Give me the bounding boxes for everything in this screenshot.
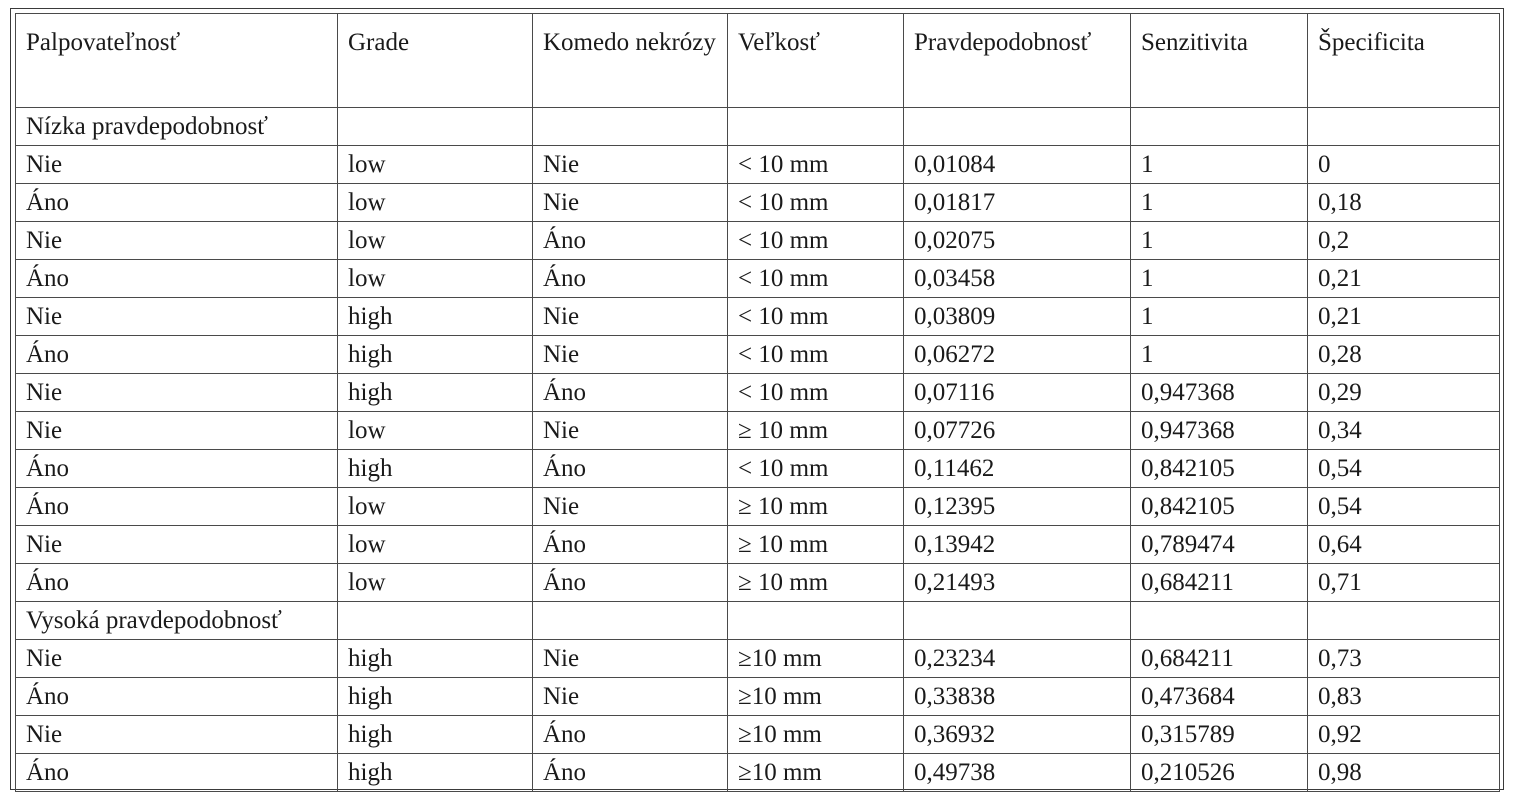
table-row (16, 184, 1500, 222)
cell-velkost: ≥ 10 mm (728, 412, 904, 450)
empty-cell (533, 602, 728, 640)
empty-cell (728, 108, 904, 146)
cell-senzitivita: 0,842105 (1131, 488, 1308, 526)
cell-pravdepodobnost: 0,11462 (904, 450, 1131, 488)
cell-palpovatelnost: Nie (16, 640, 338, 678)
cell-pravdepodobnost: 0,01817 (904, 184, 1131, 222)
cell-palpovatelnost: Áno (16, 336, 338, 374)
cell-grade: low (338, 146, 533, 184)
cell-specificita: 0,71 (1308, 564, 1500, 602)
table-row (16, 222, 1500, 260)
group-row (16, 108, 1500, 146)
header-senzitivita: Senzitivita (1131, 14, 1308, 108)
cell-senzitivita: 1 (1131, 260, 1308, 298)
cell-velkost: < 10 mm (728, 336, 904, 374)
table-row (16, 678, 1500, 716)
table-row (16, 374, 1500, 412)
cell-grade: high (338, 640, 533, 678)
cell-velkost: ≥ 10 mm (728, 564, 904, 602)
header-row (16, 14, 1500, 108)
cell-pravdepodobnost: 0,07726 (904, 412, 1131, 450)
table-header (16, 14, 1500, 108)
cell-senzitivita: 1 (1131, 298, 1308, 336)
cell-komedo-nekrozy: Nie (533, 678, 728, 716)
cell-palpovatelnost: Áno (16, 450, 338, 488)
cell-specificita: 0,21 (1308, 298, 1500, 336)
cell-komedo-nekrozy: Nie (533, 488, 728, 526)
table-frame (10, 8, 1504, 790)
cell-senzitivita: 0,684211 (1131, 640, 1308, 678)
cell-pravdepodobnost: 0,03809 (904, 298, 1131, 336)
cell-grade: low (338, 488, 533, 526)
cell-grade: high (338, 298, 533, 336)
cell-komedo-nekrozy: Áno (533, 754, 728, 792)
cell-komedo-nekrozy: Áno (533, 222, 728, 260)
cell-senzitivita: 0,315789 (1131, 716, 1308, 754)
table-row (16, 716, 1500, 754)
cell-senzitivita: 0,947368 (1131, 412, 1308, 450)
cell-palpovatelnost: Áno (16, 564, 338, 602)
header-specificita: Špecificita (1308, 14, 1500, 108)
cell-komedo-nekrozy: Nie (533, 412, 728, 450)
cell-velkost: < 10 mm (728, 260, 904, 298)
cell-velkost: < 10 mm (728, 298, 904, 336)
cell-grade: high (338, 374, 533, 412)
cell-palpovatelnost: Nie (16, 716, 338, 754)
header-palpovatelnost: Palpovateľnosť (16, 14, 338, 108)
probability-table (15, 13, 1500, 792)
table-row (16, 146, 1500, 184)
cell-senzitivita: 0,789474 (1131, 526, 1308, 564)
cell-specificita: 0,21 (1308, 260, 1500, 298)
cell-pravdepodobnost: 0,36932 (904, 716, 1131, 754)
cell-specificita: 0,28 (1308, 336, 1500, 374)
cell-specificita: 0,83 (1308, 678, 1500, 716)
cell-specificita: 0,64 (1308, 526, 1500, 564)
table-body (16, 108, 1500, 792)
header-velkost: Veľkosť (728, 14, 904, 108)
empty-cell (904, 108, 1131, 146)
cell-palpovatelnost: Nie (16, 526, 338, 564)
cell-specificita: 0,34 (1308, 412, 1500, 450)
cell-grade: low (338, 260, 533, 298)
cell-komedo-nekrozy: Áno (533, 716, 728, 754)
cell-komedo-nekrozy: Áno (533, 564, 728, 602)
table-row (16, 640, 1500, 678)
cell-grade: high (338, 716, 533, 754)
cell-grade: low (338, 184, 533, 222)
cell-pravdepodobnost: 0,01084 (904, 146, 1131, 184)
cell-grade: high (338, 336, 533, 374)
cell-komedo-nekrozy: Áno (533, 374, 728, 412)
cell-specificita: 0,29 (1308, 374, 1500, 412)
cell-velkost: ≥10 mm (728, 716, 904, 754)
cell-palpovatelnost: Áno (16, 678, 338, 716)
cell-pravdepodobnost: 0,21493 (904, 564, 1131, 602)
empty-cell (1308, 108, 1500, 146)
cell-velkost: < 10 mm (728, 222, 904, 260)
cell-pravdepodobnost: 0,07116 (904, 374, 1131, 412)
cell-komedo-nekrozy: Nie (533, 184, 728, 222)
cell-palpovatelnost: Áno (16, 488, 338, 526)
cell-senzitivita: 0,684211 (1131, 564, 1308, 602)
cell-komedo-nekrozy: Nie (533, 298, 728, 336)
header-komedo-nekrozy: Komedo nekrózy (533, 14, 728, 108)
cell-pravdepodobnost: 0,06272 (904, 336, 1131, 374)
cell-senzitivita: 1 (1131, 146, 1308, 184)
empty-cell (1131, 602, 1308, 640)
cell-pravdepodobnost: 0,03458 (904, 260, 1131, 298)
header-pravdepodobnost: Pravdepodobnosť (904, 14, 1131, 108)
cell-senzitivita: 0,842105 (1131, 450, 1308, 488)
cell-palpovatelnost: Áno (16, 260, 338, 298)
table-row (16, 526, 1500, 564)
cell-velkost: < 10 mm (728, 450, 904, 488)
cell-grade: low (338, 412, 533, 450)
cell-specificita: 0,54 (1308, 450, 1500, 488)
cell-palpovatelnost: Nie (16, 412, 338, 450)
table-row (16, 564, 1500, 602)
group-row (16, 602, 1500, 640)
cell-specificita: 0 (1308, 146, 1500, 184)
cell-pravdepodobnost: 0,02075 (904, 222, 1131, 260)
cell-palpovatelnost: Nie (16, 146, 338, 184)
cell-velkost: ≥10 mm (728, 678, 904, 716)
cell-specificita: 0,18 (1308, 184, 1500, 222)
cell-specificita: 0,98 (1308, 754, 1500, 792)
cell-senzitivita: 0,210526 (1131, 754, 1308, 792)
cell-velkost: ≥ 10 mm (728, 526, 904, 564)
cell-grade: high (338, 450, 533, 488)
empty-cell (338, 602, 533, 640)
cell-velkost: ≥10 mm (728, 754, 904, 792)
empty-cell (533, 108, 728, 146)
cell-grade: low (338, 222, 533, 260)
cell-senzitivita: 1 (1131, 336, 1308, 374)
empty-cell (1308, 602, 1500, 640)
cell-specificita: 0,54 (1308, 488, 1500, 526)
table-row (16, 450, 1500, 488)
cell-komedo-nekrozy: Áno (533, 526, 728, 564)
cell-komedo-nekrozy: Nie (533, 640, 728, 678)
cell-grade: high (338, 754, 533, 792)
cell-komedo-nekrozy: Áno (533, 450, 728, 488)
cell-palpovatelnost: Áno (16, 184, 338, 222)
cell-velkost: < 10 mm (728, 374, 904, 412)
group-label: Vysoká pravdepodobnosť (16, 602, 338, 640)
cell-pravdepodobnost: 0,33838 (904, 678, 1131, 716)
cell-senzitivita: 1 (1131, 184, 1308, 222)
table-row (16, 754, 1500, 792)
cell-specificita: 0,73 (1308, 640, 1500, 678)
empty-cell (1131, 108, 1308, 146)
cell-velkost: ≥10 mm (728, 640, 904, 678)
cell-specificita: 0,2 (1308, 222, 1500, 260)
cell-specificita: 0,92 (1308, 716, 1500, 754)
table-row (16, 298, 1500, 336)
cell-velkost: ≥ 10 mm (728, 488, 904, 526)
cell-palpovatelnost: Nie (16, 298, 338, 336)
table-row (16, 488, 1500, 526)
empty-cell (728, 602, 904, 640)
cell-senzitivita: 0,947368 (1131, 374, 1308, 412)
empty-cell (904, 602, 1131, 640)
cell-velkost: < 10 mm (728, 184, 904, 222)
cell-senzitivita: 1 (1131, 222, 1308, 260)
empty-cell (338, 108, 533, 146)
cell-senzitivita: 0,473684 (1131, 678, 1308, 716)
cell-pravdepodobnost: 0,23234 (904, 640, 1131, 678)
cell-palpovatelnost: Nie (16, 374, 338, 412)
table-row (16, 336, 1500, 374)
cell-komedo-nekrozy: Nie (533, 336, 728, 374)
cell-grade: low (338, 526, 533, 564)
cell-grade: low (338, 564, 533, 602)
header-grade: Grade (338, 14, 533, 108)
cell-grade: high (338, 678, 533, 716)
cell-komedo-nekrozy: Nie (533, 146, 728, 184)
group-label: Nízka pravdepodobnosť (16, 108, 338, 146)
table-row (16, 260, 1500, 298)
cell-palpovatelnost: Nie (16, 222, 338, 260)
cell-pravdepodobnost: 0,13942 (904, 526, 1131, 564)
cell-pravdepodobnost: 0,12395 (904, 488, 1131, 526)
cell-komedo-nekrozy: Áno (533, 260, 728, 298)
table-row (16, 412, 1500, 450)
cell-velkost: < 10 mm (728, 146, 904, 184)
cell-pravdepodobnost: 0,49738 (904, 754, 1131, 792)
cell-palpovatelnost: Áno (16, 754, 338, 792)
